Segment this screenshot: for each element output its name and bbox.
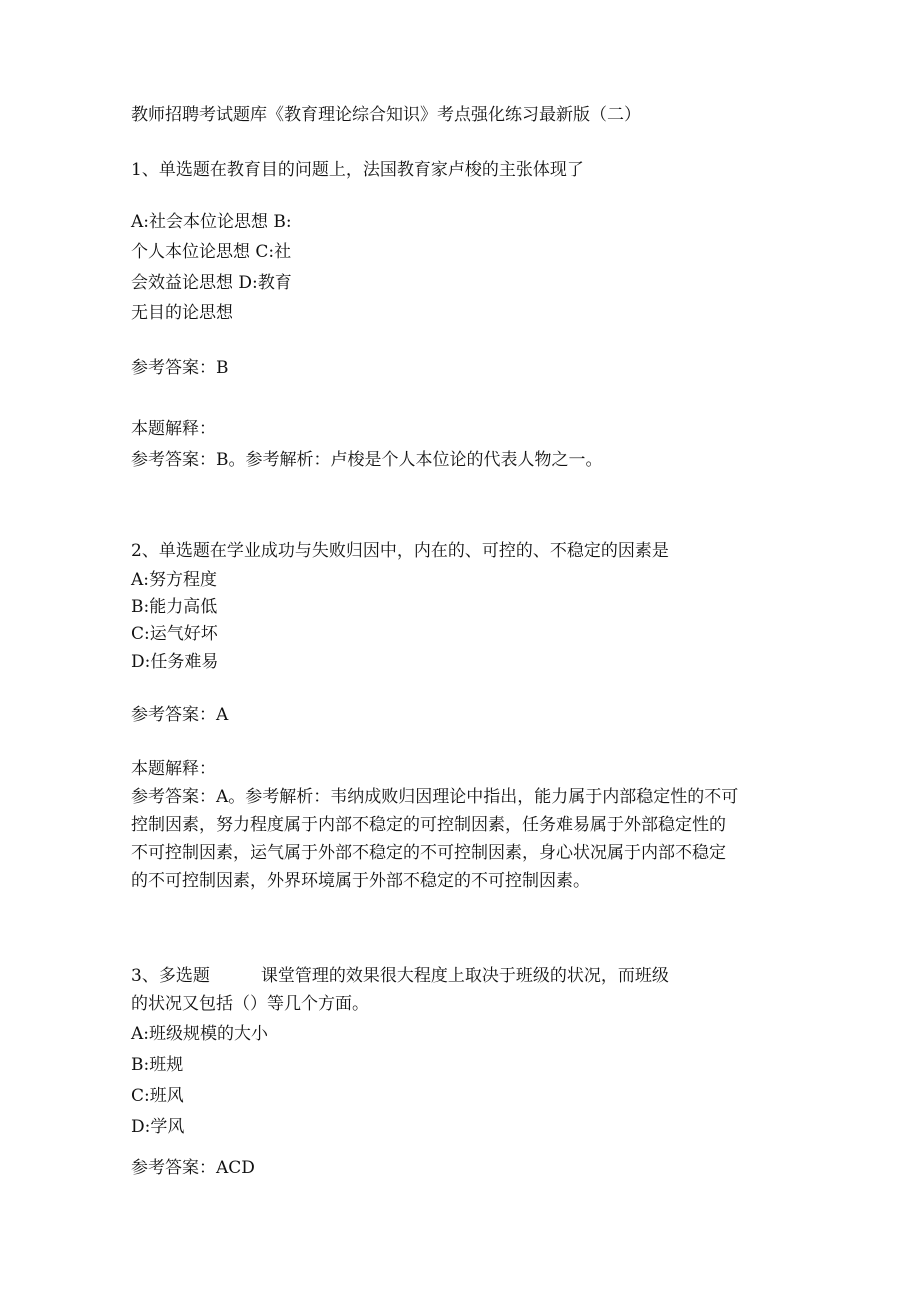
- option-line: C:运气好坏: [131, 624, 218, 644]
- option-line: C:班风: [131, 1086, 184, 1106]
- explanation-text: 控制因素，努力程度属于内部不稳定的可控制因素，任务难易属于外部稳定性的: [131, 815, 726, 835]
- answer-line: 参考答案：A: [131, 705, 229, 725]
- option-line: B:班规: [131, 1055, 184, 1075]
- answer-line: 参考答案：B: [131, 358, 229, 378]
- answer-line: 参考答案：ACD: [131, 1158, 255, 1178]
- option-line: B:能力高低: [131, 597, 218, 617]
- option-line: A:努方程度: [131, 570, 218, 590]
- explanation-label: 本题解释：: [131, 419, 216, 439]
- option-line: A:社会本位论思想 B:: [131, 212, 292, 232]
- question-stem: 1、单选题在教育目的问题上，法国教育家卢梭的主张体现了: [131, 160, 584, 180]
- option-line: 个人本位论思想 C:社: [131, 242, 292, 262]
- explanation-text: 参考答案：B。参考解析：卢梭是个人本位论的代表人物之一。: [131, 450, 603, 470]
- explanation-text: 的不可控制因素，外界环境属于外部不稳定的不可控制因素。: [131, 871, 590, 891]
- question-stem: 3、多选题 课堂管理的效果很大程度上取决于班级的状况，而班级: [131, 966, 669, 986]
- explanation-text: 不可控制因素，运气属于外部不稳定的不可控制因素，身心状况属于内部不稳定: [131, 843, 726, 863]
- question-stem: 2、单选题在学业成功与失败归因中，内在的、可控的、不稳定的因素是: [131, 541, 669, 561]
- option-line: 会效益论思想 D:教育: [131, 273, 292, 293]
- document-title: 教师招聘考试题库《教育理论综合知识》考点强化练习最新版（二）: [131, 105, 641, 125]
- option-line: A:班级规模的大小: [131, 1024, 269, 1044]
- explanation-label: 本题解释：: [131, 759, 216, 779]
- option-line: D:任务难易: [131, 652, 219, 672]
- option-line: D:学风: [131, 1117, 185, 1137]
- question-stem: 的状况又包括（）等几个方面。: [131, 994, 369, 1014]
- explanation-text: 参考答案：A。参考解析：韦纳成败归因理论中指出，能力属于内部稳定性的不可: [131, 787, 739, 807]
- option-line: 无目的论思想: [131, 303, 233, 323]
